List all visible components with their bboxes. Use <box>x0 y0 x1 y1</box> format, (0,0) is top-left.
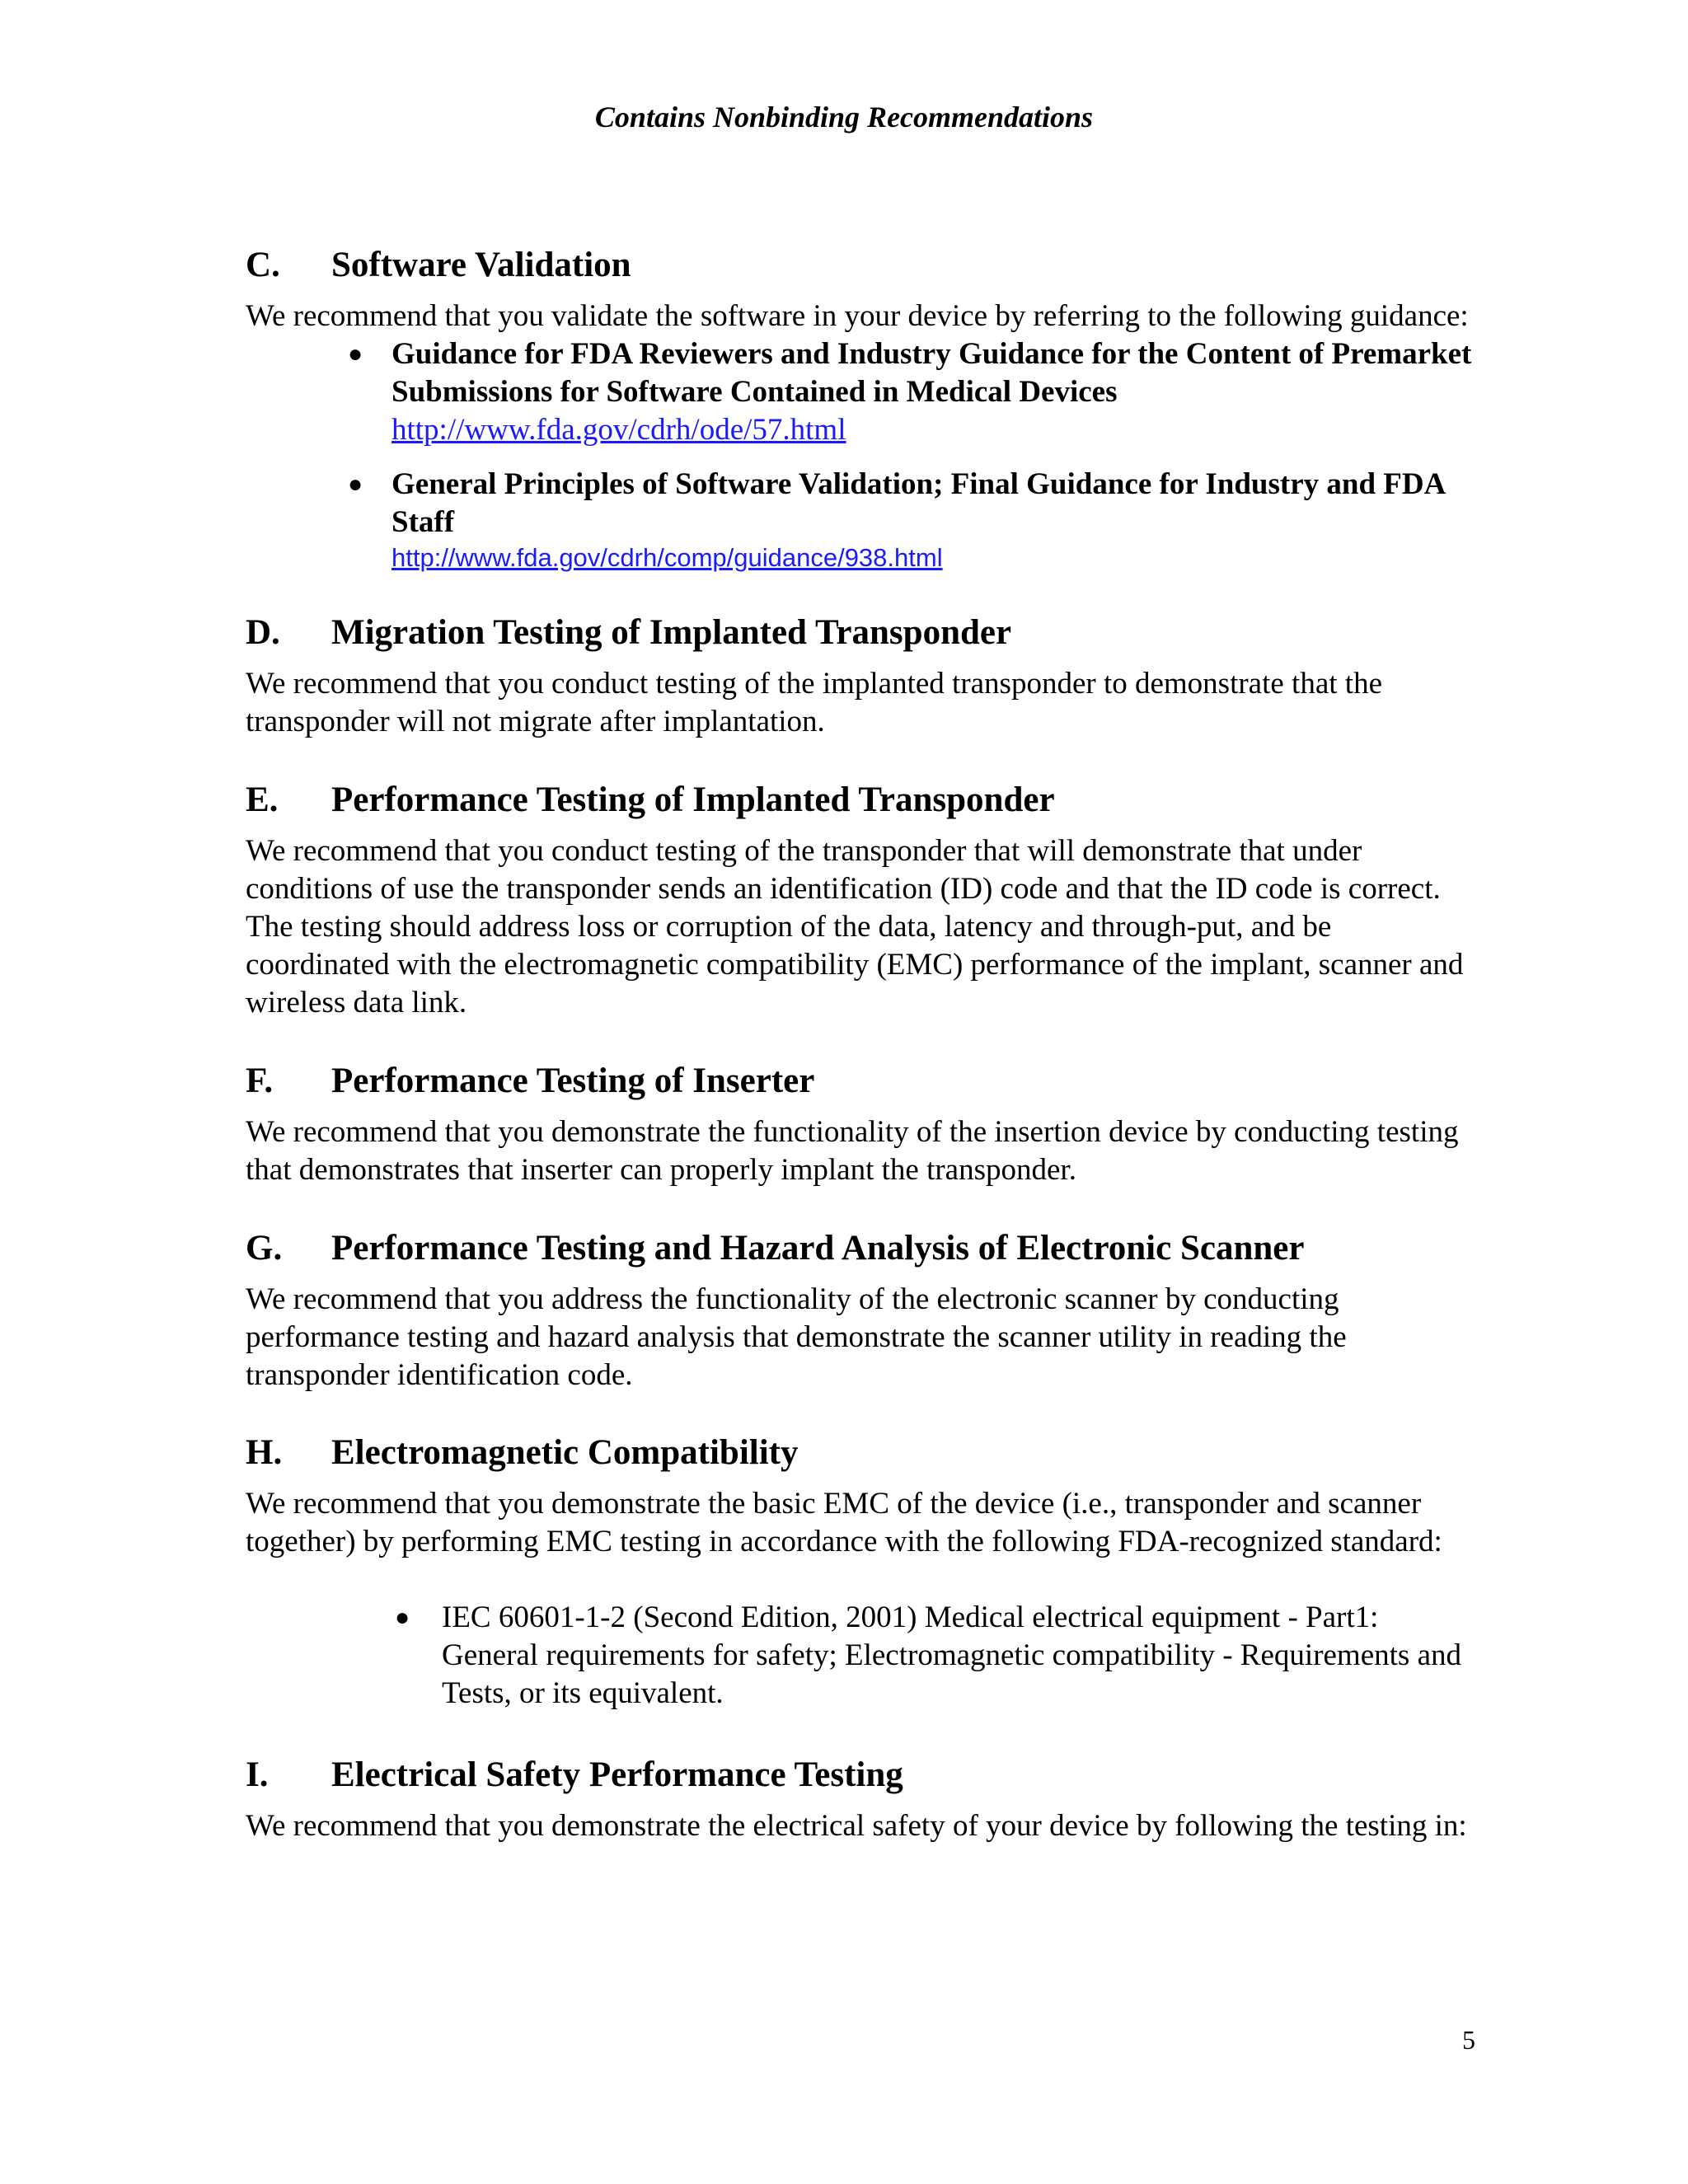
bullet-icon: ● <box>395 1604 410 1631</box>
bullet-icon: ● <box>348 471 363 498</box>
section-title: Performance Testing of Inserter <box>331 1062 815 1100</box>
guidance-item <box>348 466 1474 574</box>
guidance-title: Guidance for FDA Reviewers and Industry Guidance for the Content of Premarket Submissions for Software Contained in Medical Devices <box>392 337 1472 409</box>
section-letter: I. <box>246 1755 269 1794</box>
section-body: We recommend that you conduct testing of the implanted transponder to demonstrate that the transponder will not migrate after implantation. <box>246 667 1382 738</box>
guidance-item <box>348 335 1474 449</box>
section-migration-testing <box>246 611 1474 741</box>
section-title: Migration Testing of Implanted Transponder <box>331 613 1012 652</box>
section-body: We recommend that you conduct testing of the transponder that will demonstrate that under conditions of use the transponder sends an identification (ID) code and that the ID code is correct. The testing should address loss or corruption of the data, latency and through-put, and be coordinated with the electromagnetic compatibility (EMC) performance of the implant, scanner and wireless data link. <box>246 834 1464 1019</box>
section-transponder-performance <box>246 778 1474 1022</box>
section-heading <box>246 1431 1474 1475</box>
section-letter: D. <box>246 613 280 652</box>
section-inserter-performance <box>246 1059 1474 1189</box>
section-scanner-hazard-analysis <box>246 1226 1474 1394</box>
section-heading <box>246 1226 1474 1271</box>
section-title: Performance Testing of Implanted Transponder <box>331 780 1055 819</box>
standards-list <box>395 1599 1474 1713</box>
section-letter: G. <box>246 1229 283 1268</box>
section-body: We recommend that you validate the software in your device by referring to the following guidance: <box>246 299 1469 333</box>
guidance-link[interactable]: http://www.fda.gov/cdrh/comp/guidance/938.html <box>392 543 943 572</box>
section-letter: E. <box>246 780 279 819</box>
guidance-list <box>348 335 1474 574</box>
section-title: Performance Testing and Hazard Analysis of Electronic Scanner <box>331 1229 1305 1268</box>
page-number: 5 <box>1462 2025 1475 2055</box>
guidance-title: General Principles of Software Validation; Final Guidance for Industry and FDA Staff <box>392 467 1445 539</box>
section-heading <box>246 1059 1474 1104</box>
section-software-validation <box>246 243 1474 574</box>
section-letter: H. <box>246 1433 283 1472</box>
guidance-link[interactable]: http://www.fda.gov/cdrh/ode/57.html <box>392 413 846 447</box>
section-title: Electrical Safety Performance Testing <box>331 1755 903 1794</box>
section-title: Electromagnetic Compatibility <box>331 1433 799 1472</box>
section-letter: F. <box>246 1062 274 1100</box>
section-heading <box>246 1753 1474 1797</box>
section-body: We recommend that you demonstrate the functionality of the insertion device by conducting testing that demonstrates that inserter can properly implant the transponder. <box>246 1115 1459 1187</box>
bullet-icon: ● <box>348 340 363 368</box>
section-heading <box>246 243 1474 288</box>
section-heading <box>246 778 1474 823</box>
section-title: Software Validation <box>331 246 631 284</box>
section-emc <box>246 1431 1474 1713</box>
page-content <box>246 243 1474 1845</box>
section-body: We recommend that you demonstrate the basic EMC of the device (i.e., transponder and scanner together) by performing EMC testing in accordance with the following FDA-recognized standard: <box>246 1487 1442 1558</box>
section-heading <box>246 611 1474 655</box>
section-body: We recommend that you demonstrate the electrical safety of your device by following the testing in: <box>246 1809 1467 1843</box>
standard-text: IEC 60601-1-2 (Second Edition, 2001) Medical electrical equipment - Part1: General requirements for safety; Electromagnetic compatibility - Requirements and Tests, or its equivalent. <box>442 1601 1461 1710</box>
standard-item <box>395 1599 1474 1713</box>
section-body: We recommend that you address the functionality of the electronic scanner by conducting performance testing and hazard analysis that demonstrate the scanner utility in reading the transponder identification code. <box>246 1282 1347 1392</box>
section-letter: C. <box>246 246 280 284</box>
section-electrical-safety <box>246 1753 1474 1845</box>
running-header: Contains Nonbinding Recommendations <box>594 101 1094 134</box>
